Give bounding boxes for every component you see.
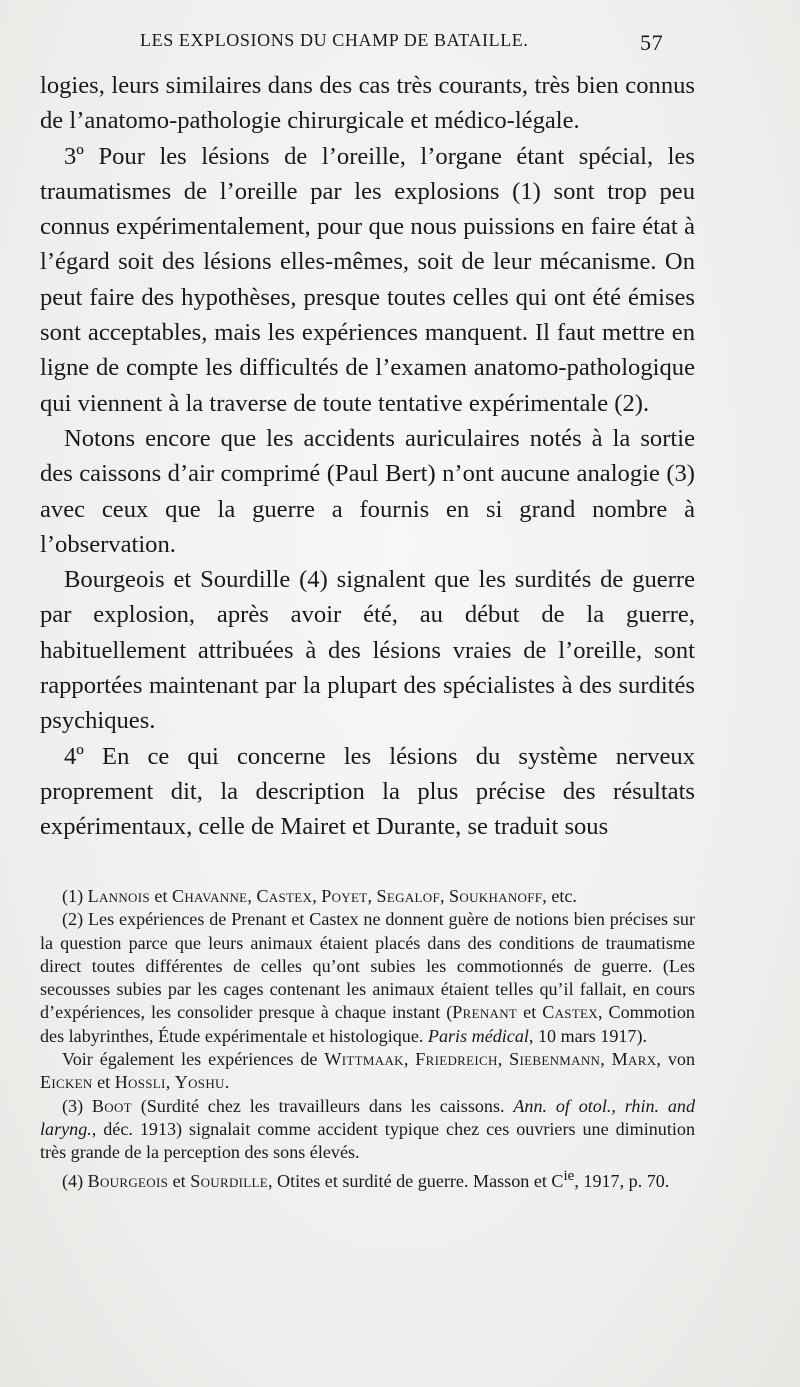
main-text xyxy=(40,68,695,845)
author-name: Castex xyxy=(256,886,313,906)
author-name: Boot xyxy=(91,1095,132,1116)
author-name: Soukhanoff xyxy=(449,886,543,906)
author-name: Prenant xyxy=(452,1002,518,1023)
author-name: Lannois xyxy=(87,886,150,906)
footnote-1: (1) Lannois et Chavanne, Castex, Poyet, Segalof, Soukhanoff, etc. xyxy=(62,886,577,906)
author-name: Eicken xyxy=(40,1072,93,1093)
author-name: Chavanne xyxy=(172,886,248,906)
author-name: Yoshu xyxy=(174,1072,225,1093)
author-name: Segalof xyxy=(376,886,440,906)
paragraph-ear-lesions: 3º Pour les lésions de l’oreille, l’organe étant spécial, les traumatismes de l’oreille par les explosions (1) sont trop peu connus expérimentalement, pour que nous puissions en faire état à l’égard soit des lésions elles-mêmes, soit de leur mécanisme. On peut faire des hypothèses, presque toutes celles qui ont été émises sont acceptables, mais les expériences manquent. Il faut mettre en ligne de compte les difficultés de l’examen anatomo-pathologique qui viennent à la traverse de toute tentative expérimentale (2). xyxy=(40,142,695,417)
paragraph-continuation: logies, leurs similaires dans des cas très courants, très bien connus de l’anatomo-pathologie chirurgicale et médico-légale. xyxy=(40,72,695,135)
footnotes xyxy=(40,885,695,1193)
paragraph-bourgeois-sourdille: Bourgeois et Sourdille (4) signalent que les surdités de guerre par explosion, après avoir été, au début de la guerre, habituellement attribuées à des lésions vraies de l’oreille, sont rapportées maintenant par la plupart des spécialistes à des surdités psychiques. xyxy=(40,566,695,735)
author-name: Bourgeois xyxy=(87,1170,169,1191)
paragraph-caissons: Notons encore que les accidents auriculaires notés à la sortie des caissons d’air comprimé (Paul Bert) n’ont aucune analogie (3) avec ceux que la guerre a fournis en si grand nombre à l’observation. xyxy=(40,424,695,558)
footnote-4: (4) Bourgeois et Sourdille, Otites et surdité de guerre. Masson et $C^{ie}$, 1917, p. 70. xyxy=(62,1167,670,1191)
footnote-2: (2) Les expériences de Prenant et Castex ne donnent guère de notions bien précises sur la question parce que leurs animaux étaient placés dans des conditions de traumatisme direct toutes différentes de celles qu’ont subies les commotionnés de guerre. (Les secousses subies par les cages contenant les animaux étaient telles qu’il fallait, en cours d’expériences, les consolider presque à chaque instant (Prenant et Castex, Commotion des labyrinthes, Étude expérimentale et histologique. Paris médical, 10 mars 1917). xyxy=(40,909,696,1046)
author-name: Castex xyxy=(542,1002,598,1023)
author-name: Marx xyxy=(611,1049,657,1070)
author-name: Wittmaak xyxy=(324,1049,404,1070)
author-name: Poyet xyxy=(321,886,368,906)
author-name: Siebenmann xyxy=(509,1049,601,1070)
author-name: Hossli xyxy=(114,1072,166,1093)
paragraph-nervous-system: 4º En ce qui concerne les lésions du système nerveux proprement dit, la description la plus précise des résultats expérimentaux, celle de Mairet et Durante, se traduit sous xyxy=(40,742,695,841)
author-name: Sourdille xyxy=(190,1170,268,1191)
superscript: ie xyxy=(563,1167,575,1184)
journal-title: Paris médical xyxy=(427,1025,529,1046)
footnote-3: (3) Boot (Surdité chez les travailleurs dans les caissons. Ann. of otol., rhin. and laryng., déc. 1913) signalait comme accident typique chez ces ouvriers une diminution très grande de la perception des sons élevés. xyxy=(40,1095,696,1163)
journal-title: Ann. of otol., rhin. and laryng. xyxy=(40,1095,696,1139)
footnote-2-continued: Voir également les expériences de Wittmaak, Friedreich, Siebenmann, Marx, von Eicken et Hossli, Yoshu. xyxy=(40,1049,695,1093)
page-number: 57 xyxy=(640,30,664,55)
running-title: LES EXPLOSIONS DU CHAMP DE BATAILLE. xyxy=(140,30,529,50)
author-name: Friedreich xyxy=(415,1049,498,1070)
